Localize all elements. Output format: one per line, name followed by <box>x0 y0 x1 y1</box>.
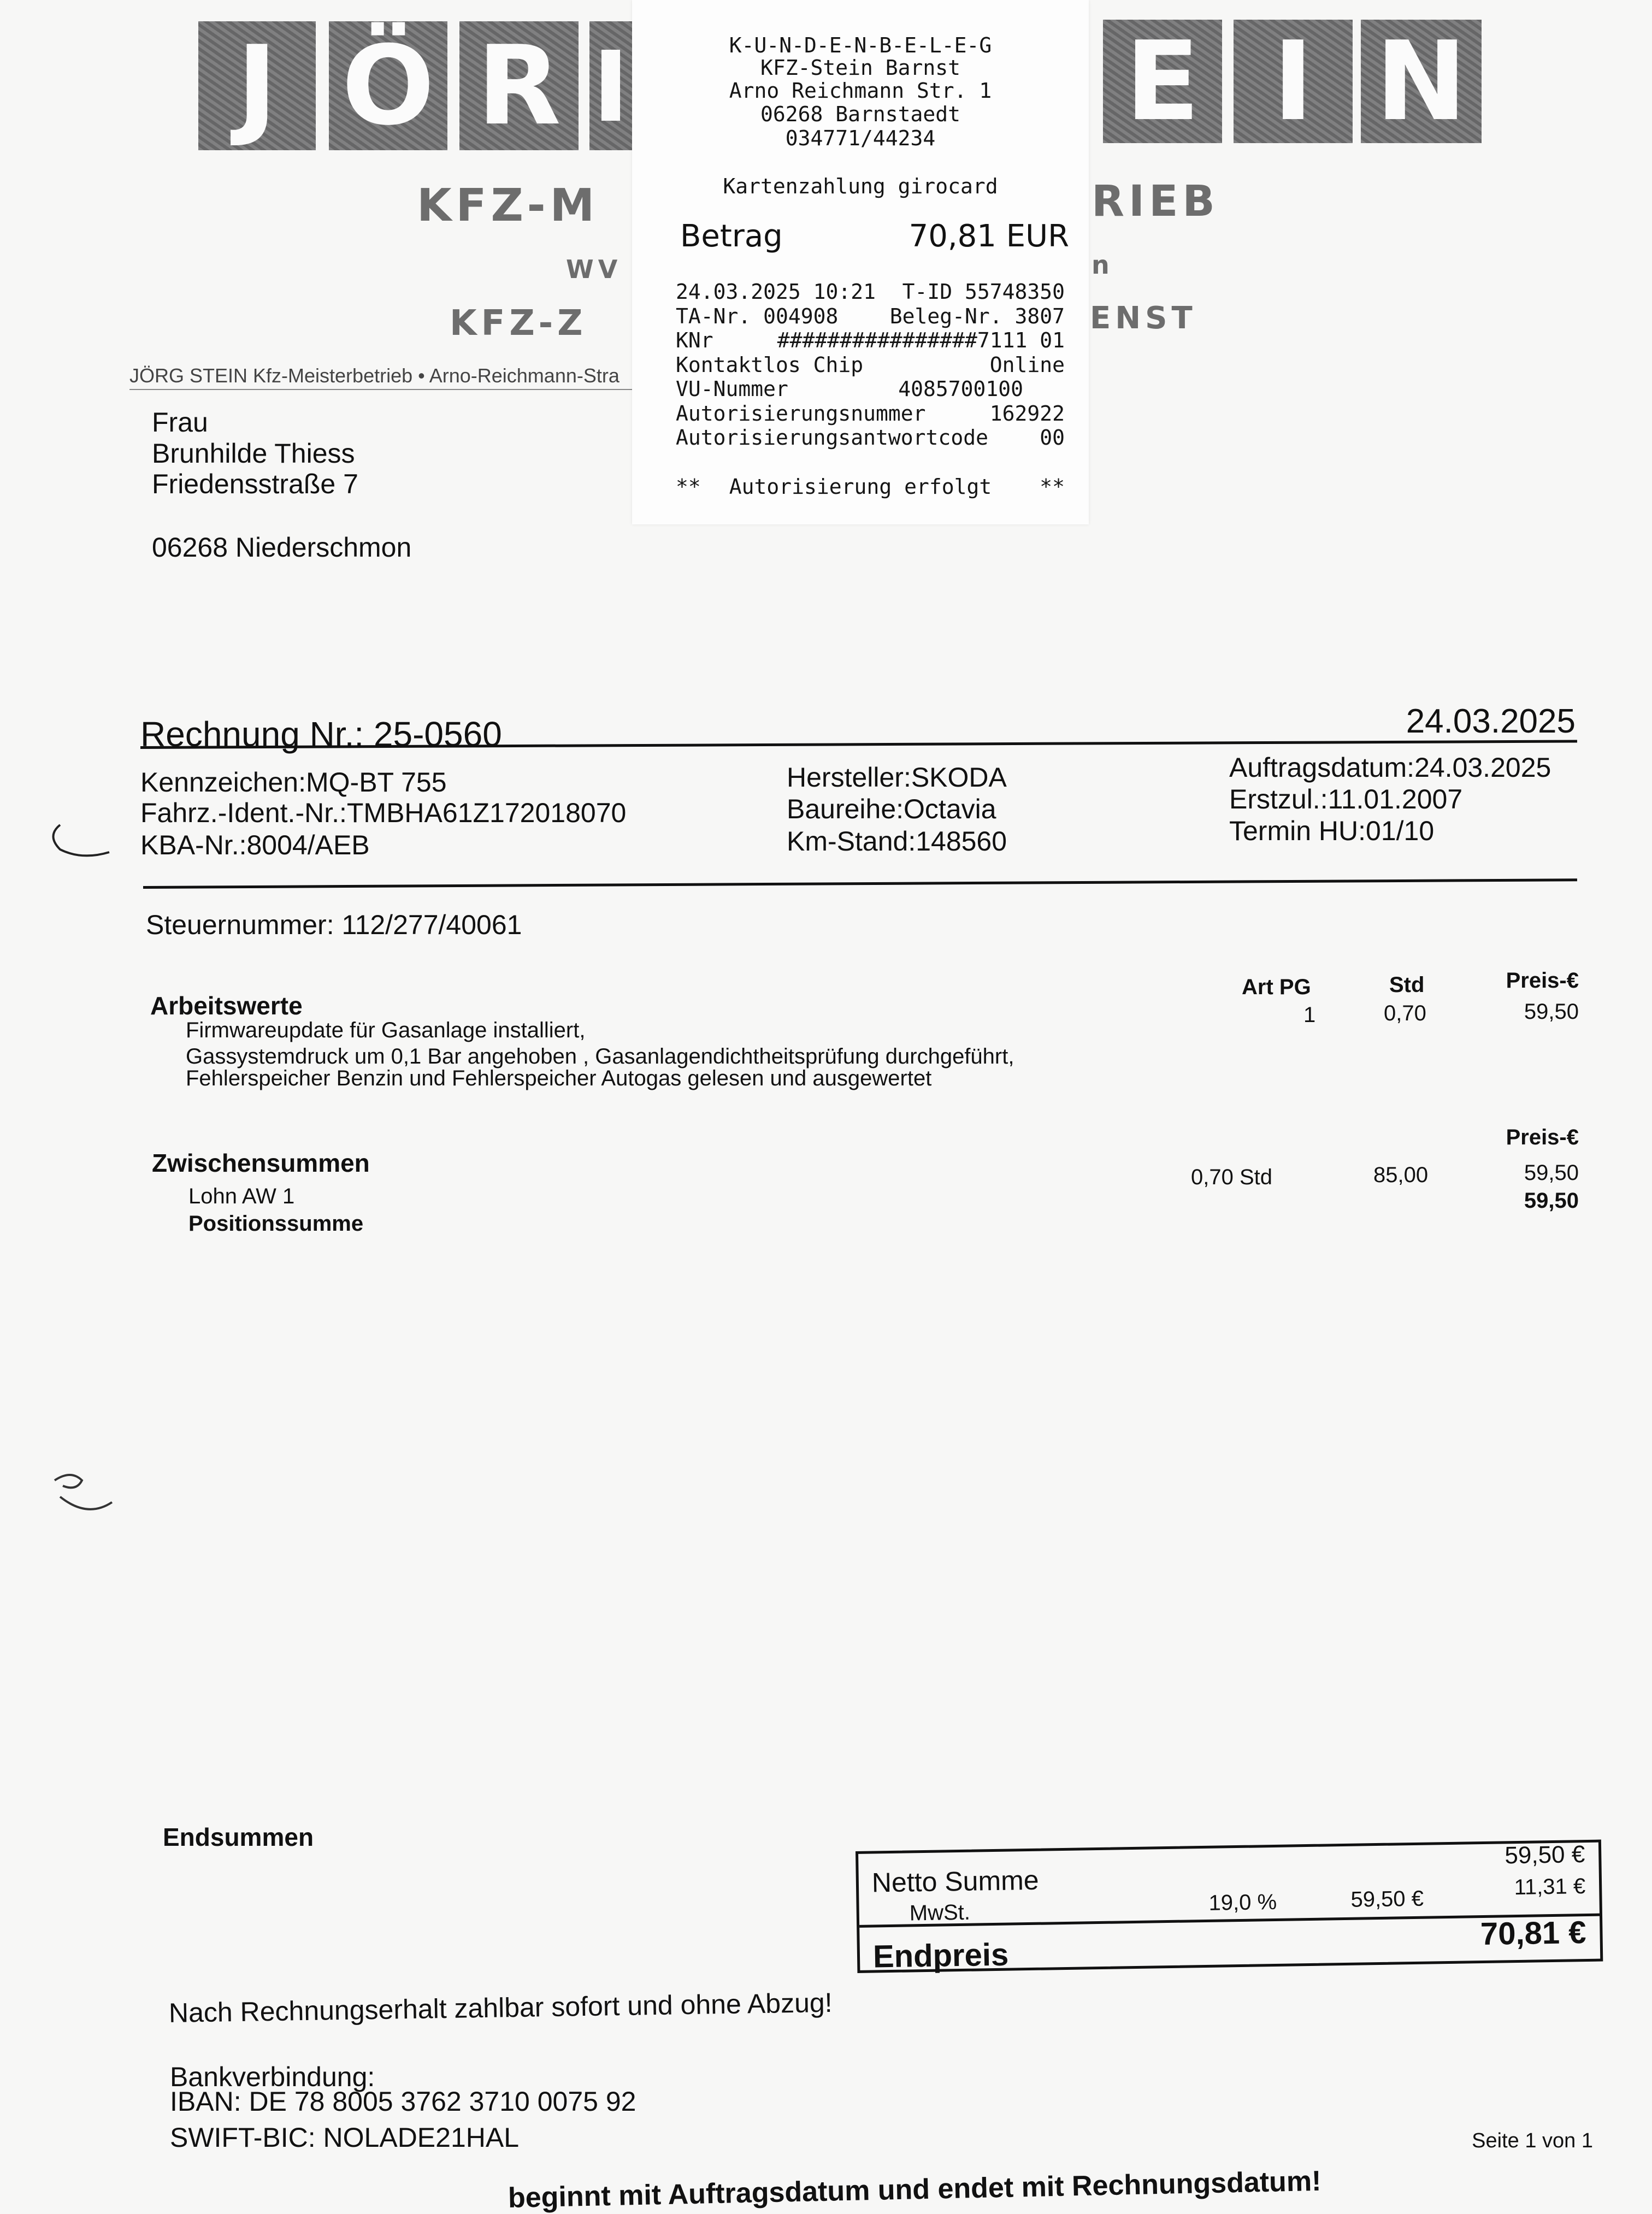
letterhead-line2-right: n <box>1092 250 1114 280</box>
net-value: 59,50 € <box>1504 1841 1585 1869</box>
recipient-street: Friedensstraße 7 <box>152 469 358 499</box>
receipt-payment-type: Kartenzahlung girocard <box>723 174 998 198</box>
receipt-stars-left: ** <box>676 475 701 499</box>
net-label: Netto Summe <box>871 1864 1039 1898</box>
work-description-line: Fehlerspeicher Benzin und Fehlerspeicher Autogas gelesen und ausgewertet <box>186 1066 932 1090</box>
payment-terms: Nach Rechnungserhalt zahlbar sofort und ohne Abzug! <box>168 1987 833 2028</box>
letterhead-line3-right: ENST <box>1090 300 1197 336</box>
work-price: 59,50 <box>1524 1000 1579 1024</box>
inspection-date: Termin HU:01/10 <box>1229 816 1435 846</box>
work-pg: 1 <box>1303 1003 1316 1027</box>
logo-letter-box-partial <box>589 21 632 150</box>
receipt-row-label: 24.03.2025 10:21 <box>676 280 876 304</box>
bank-label: Bankverbindung: <box>170 2062 375 2092</box>
receipt-row-value: 00 <box>1040 426 1065 450</box>
receipt-city: 06268 Barnstaedt <box>760 102 961 126</box>
subtotal-item-label: Lohn AW 1 <box>188 1184 295 1208</box>
header-std: Std <box>1389 973 1425 997</box>
receipt-row-label: KNr <box>676 328 713 352</box>
vehicle-series: Baureihe:Octavia <box>787 794 996 824</box>
subtotal-amount: 59,50 <box>1524 1161 1579 1185</box>
receipt-row-label: VU-Nummer <box>676 377 788 401</box>
letterhead-line1-right: RIEB <box>1092 177 1219 226</box>
vat-label: MwSt. <box>909 1900 971 1926</box>
iban: IBAN: DE 78 8005 3762 3710 0075 92 <box>170 2086 636 2117</box>
vat-value: 11,31 € <box>1514 1874 1586 1900</box>
receipt-row-label: TA-Nr. 004908 <box>676 304 839 328</box>
logo-letter-fragment <box>589 21 632 150</box>
receipt-row-value: 4085700100 <box>898 377 1023 401</box>
footer-cut-off-line: beginnt mit Auftragsdatum und endet mit Rechnungsdatum! <box>508 2165 1321 2214</box>
position-sum-label: Positionssumme <box>188 1212 364 1236</box>
receipt-amount: 70,81 EUR <box>908 219 1069 254</box>
vat-rate: 19,0 % <box>1208 1890 1277 1915</box>
page-number: Seite 1 von 1 <box>1472 2129 1593 2152</box>
letterhead-line1-left: KFZ-M <box>417 180 599 232</box>
sender-underline <box>129 389 632 390</box>
first-registration: Erstzul.:11.01.2007 <box>1229 784 1463 814</box>
section-title-subtotals: Zwischensummen <box>152 1149 370 1177</box>
receipt-status: Autorisierung erfolgt <box>729 475 992 499</box>
subtotal-rate: 85,00 <box>1373 1163 1429 1187</box>
subtotal-price-header: Preis-€ <box>1506 1125 1579 1149</box>
pen-mark <box>44 1464 120 1530</box>
header-price: Preis-€ <box>1506 969 1579 993</box>
logo-letter-box: R <box>459 21 579 150</box>
vehicle-manufacturer: Hersteller:SKODA <box>787 762 1007 793</box>
receipt-phone: 034771/44234 <box>785 126 936 150</box>
header-art-pg: Art PG <box>1242 975 1311 999</box>
position-sum: 59,50 <box>1524 1189 1579 1213</box>
receipt-street: Arno Reichmann Str. 1 <box>729 79 992 103</box>
receipt-row-value: 162922 <box>989 401 1065 426</box>
final-label: Endpreis <box>872 1936 1009 1975</box>
pen-mark <box>44 814 120 879</box>
logo-letter-box: Ö <box>329 21 447 150</box>
logo-letter-box: N <box>1361 20 1482 143</box>
receipt-merchant: KFZ-Stein Barnst <box>760 56 961 80</box>
work-std: 0,70 <box>1384 1001 1426 1025</box>
invoice-date: 24.03.2025 <box>1406 702 1576 740</box>
receipt-row-label: Autorisierungsantwortcode <box>676 426 988 450</box>
recipient-city: 06268 Niederschmon <box>152 532 412 563</box>
totals-box <box>856 1840 1603 1973</box>
receipt-row-value: Online <box>989 352 1065 377</box>
invoice-number: Rechnung Nr.: 25-0560 <box>140 715 502 754</box>
receipt-row-value: Beleg-Nr. 3807 <box>889 304 1065 328</box>
recipient-salutation: Frau <box>152 407 208 438</box>
tax-number: Steuernummer: 112/277/40061 <box>146 910 522 940</box>
receipt-title: K-U-N-D-E-N-B-E-L-E-G <box>729 33 992 57</box>
work-description-line: Firmwareupdate für Gasanlage installiert, <box>186 1018 586 1042</box>
receipt-row-value: ################7111 01 <box>777 328 1065 352</box>
logo-letter-box: I <box>1234 20 1353 143</box>
vat-base: 59,50 € <box>1350 1886 1424 1912</box>
vehicle-plate: Kennzeichen:MQ-BT 755 <box>140 767 447 798</box>
receipt-row-value: T-ID 55748350 <box>902 280 1065 304</box>
logo-letter-box: J <box>198 21 316 150</box>
divider <box>143 878 1577 889</box>
receipt-stars-right: ** <box>1040 475 1065 499</box>
letterhead-line3-left: KFZ-Z <box>450 303 587 344</box>
order-date: Auftragsdatum:24.03.2025 <box>1229 752 1551 783</box>
work-description-line: Gassystemdruck um 0,1 Bar angehoben , Gasanlagendichtheitsprüfung durchgeführt, <box>186 1044 1014 1068</box>
vehicle-kba: KBA-Nr.:8004/AEB <box>140 830 370 860</box>
subtotal-hours: 0,70 Std <box>1191 1165 1273 1189</box>
letterhead-line2-left: WV <box>566 255 622 284</box>
sender-line: JÖRG STEIN Kfz-Meisterbetrieb • Arno-Reichmann-Stra <box>129 364 620 387</box>
receipt-row-label: Kontaktlos Chip <box>676 352 864 377</box>
section-title-totals: Endsummen <box>163 1823 314 1851</box>
receipt-amount-label: Betrag <box>680 219 783 254</box>
final-value: 70,81 € <box>1480 1915 1587 1952</box>
vehicle-mileage: Km-Stand:148560 <box>787 826 1007 857</box>
bic: SWIFT-BIC: NOLADE21HAL <box>170 2122 520 2153</box>
section-title-work: Arbeitswerte <box>150 991 303 1020</box>
vehicle-vin: Fahrz.-Ident.-Nr.:TMBHA61Z172018070 <box>140 798 627 828</box>
receipt-row-label: Autorisierungsnummer <box>676 401 926 426</box>
logo-letter-box: E <box>1103 20 1222 143</box>
card-receipt <box>632 0 1089 524</box>
recipient-name: Brunhilde Thiess <box>152 438 355 469</box>
